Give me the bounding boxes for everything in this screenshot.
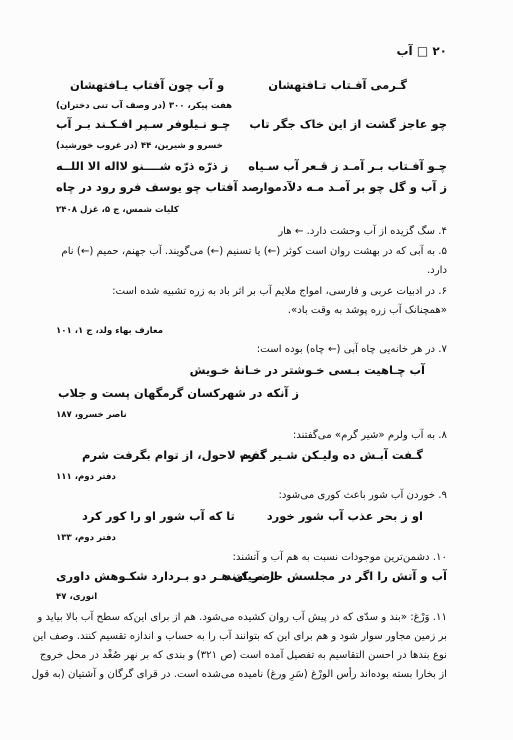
header-title: آب — [396, 44, 413, 58]
hemistich-right: گـفت آبـش ده ولیـکن شـیر گـرم — [240, 448, 423, 462]
citation-text: دفتر دوم، ۱۱۱ — [56, 472, 116, 482]
hemistich-left: و آب چون آفتاب یـافتهشان — [70, 78, 225, 92]
hemistich-right: ز آب و گل چو بر آمـد مـه دلآدموار — [256, 180, 447, 194]
note-6: ۶. در ادبیات عربی و فارسی، امواج ملایم آب بر اثر باد به زره تشبیه شده است: — [112, 286, 447, 297]
citation-text: معارف بهاء ولد، ج ۱، ۱۰۱ — [56, 326, 164, 336]
note-11-cont: نوع بندها در احسن التقاسیم به تفصیل آمده است (ص ۳۲۱) و بندی که بر نهر صُغْد در محل خروج — [39, 650, 447, 661]
hemistich-left: ز ذرّه ذرّه شــــنو لااله الا اللــه — [56, 159, 229, 173]
citation-text: هفت پیکر، ۳۰۰ (در وصف آب تنی دختران) — [56, 101, 233, 111]
note-8: ۸. به آب ولرم «شیر گرم» می‌گفتند: — [292, 430, 447, 441]
note-11: ۱۱. وَرْغ: «بند و سدّی که در پیش آب روان کشیده می‌شود. هم از برای این‌که سطح آب بالا بیاید و — [37, 612, 447, 623]
note-11-cont: بر زمین مجاور سوار شود و هم برای این که بتوانند آب را به حساب و اندازه تقسیم کنند. وصف این — [32, 631, 447, 642]
hemistich-left: چـو نـیلوفر سـپر افـکـند بـر آب — [56, 117, 231, 131]
note-11-cont: از بخارا بسته بوده‌اند رأس الورْغ (سَرِ ورغ) نامیده می‌شده است. در قرای گرگان و آشتیان (به قول — [31, 669, 447, 680]
hemistich-left: تا که آب شور او را کور کرد — [82, 509, 235, 523]
hemistich-left: گفت لاحول، از توام بگرفت شرم — [82, 448, 267, 462]
header-separator: □ — [416, 44, 429, 58]
note-6-quote: «همچنانک آب زره پوشد به وقت باد». — [287, 305, 447, 316]
note-4: ۴. سگ گزیده از آب وحشت دارد. ← هار — [278, 226, 447, 237]
citation-text: ناصر خسرو، ۱۸۷ — [56, 410, 127, 420]
note-9: ۹. خوردن آب شور باعث کوری می‌شود: — [278, 490, 447, 501]
page-number: ۲۰ — [432, 44, 447, 58]
note-5: ۵. به آبی که در بهشت روان است کوثر (←) یا تسنیم (←) می‌گویند. آب جهنم، حمیم (←) نام — [61, 246, 447, 257]
hemistich-right: چو عاجز گشت از این خاک جگر تاب — [249, 117, 447, 131]
citation-text: کلیات شمس، ج ۵، غزل ۲۴۰۸ — [56, 205, 179, 215]
note-10: ۱۰. دشمن‌ترین موجودات نسبت به هم آب و آتشند: — [232, 552, 447, 563]
note-7: ۷. در هر خانه‌یی چاه آبی (← چاه) بوده است: — [256, 344, 447, 355]
verse-line-a: آب چـاهیت بـسی خـوشتر در خـانهٔ خـویش — [189, 363, 425, 377]
hemistich-right: گـرمی آفـتاب تـافتهشان — [268, 78, 407, 92]
hemistich-left: صد آفتاب چو یوسف فرو رود در چاه — [56, 180, 260, 194]
hemistich-left: از مـیان هـر دو بـردارد شکـوهش داوری — [56, 569, 278, 583]
hemistich-right: آب و آتش را اگر در مجلسش حاضر کنند — [225, 569, 447, 583]
running-header — [396, 44, 447, 58]
hemistich-right: چـو آفـتاب بـر آمـد ز قـعر آب سـیاه — [248, 159, 447, 173]
note-5-cont: دارد. — [426, 265, 447, 276]
citation-text: انوری، ۴۷ — [56, 592, 98, 602]
verse-line-b: ز آنکه در شهرکسان گرمگهان پست و جلاب — [58, 386, 299, 400]
citation-text: خسرو و شیرین، ۴۴ (در غروب خورشید) — [56, 141, 223, 151]
citation-text: دفتر دوم، ۱۳۳ — [56, 533, 116, 543]
hemistich-right: او ز بحر عذب آب شور خورد — [266, 509, 423, 523]
